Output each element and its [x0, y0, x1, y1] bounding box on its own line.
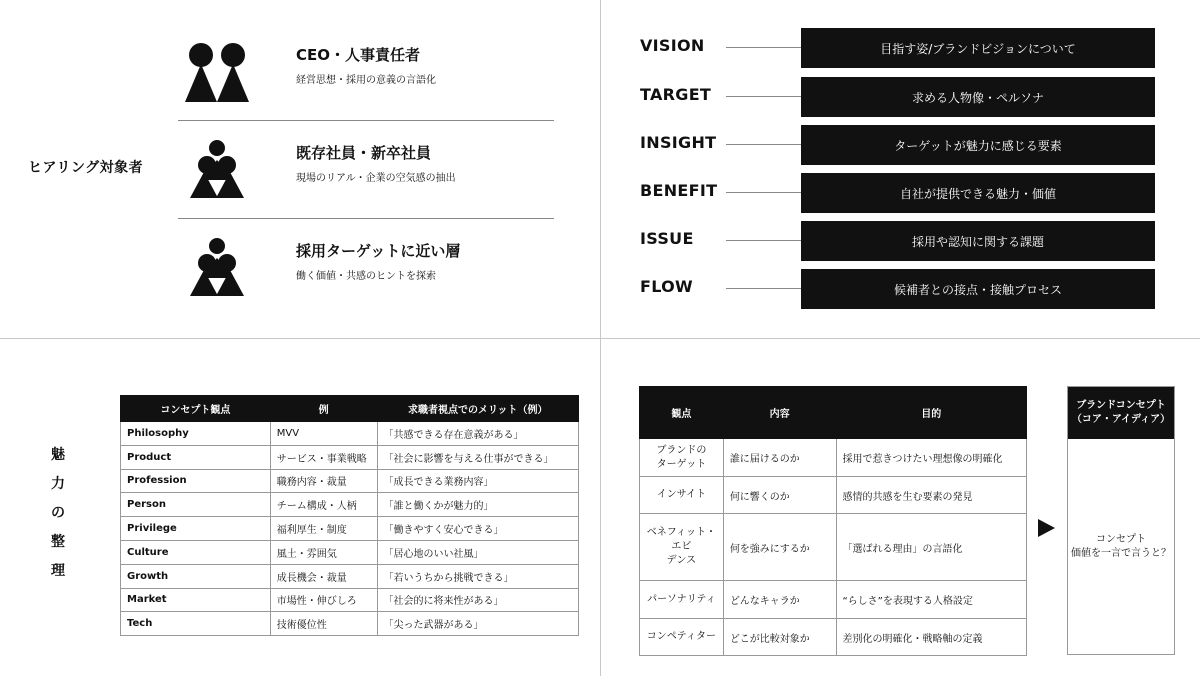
table-cell: 市場性・伸びしろ	[270, 588, 377, 612]
table-cell: “らしさ”を表現する人格設定	[836, 581, 1027, 619]
table-row	[121, 493, 579, 517]
table-cell: 差別化の明確化・戦略軸の定義	[836, 619, 1027, 656]
table-row	[121, 588, 579, 612]
brand-concept-body	[1068, 439, 1174, 654]
table-row	[640, 619, 1027, 656]
vertical-char: 力	[51, 476, 65, 492]
table-cell: Person	[121, 493, 271, 517]
appeal-table	[120, 395, 579, 636]
hearing-row-subtitle: 現場のリアル・企業の空気感の抽出	[296, 173, 456, 184]
brand-concept-title: ブランドコンセプト	[1076, 400, 1166, 411]
table-row	[121, 422, 579, 446]
vertical-char: 魅	[51, 447, 65, 463]
right-arrow-icon	[1038, 519, 1055, 537]
table-cell: Culture	[121, 540, 271, 564]
framework-key: BENEFIT	[640, 181, 718, 200]
connector-line	[726, 192, 802, 193]
table-cell: 「尖った武器がある」	[377, 612, 578, 636]
framework-row-vision	[640, 28, 1160, 68]
framework-key: ISSUE	[640, 229, 694, 248]
framework-row-benefit	[640, 173, 1160, 213]
table-cell: 感情的共感を生む要素の発見	[836, 477, 1027, 514]
table-row	[121, 445, 579, 469]
hearing-row-title: CEO・人事責任者	[296, 46, 421, 64]
table-cell: どこが比較対象か	[723, 619, 836, 656]
hearing-row-target-layer	[178, 218, 554, 316]
table-cell: どんなキャラか	[723, 581, 836, 619]
table-cell: 誰に届けるのか	[723, 439, 836, 477]
table-header-row	[121, 396, 579, 422]
table-row	[640, 514, 1027, 581]
table-cell: 「働きやすく安心できる」	[377, 517, 578, 541]
brand-concept-subtitle: （コア・アイディア）	[1071, 414, 1171, 425]
table-cell: 職務内容・裁量	[270, 469, 377, 493]
framework-key: TARGET	[640, 85, 712, 104]
framework-value-box: 候補者との接点・接触プロセス	[801, 269, 1155, 309]
table-row	[640, 439, 1027, 477]
column-header: 求職者視点でのメリット（例）	[377, 396, 578, 422]
table-cell: Privilege	[121, 517, 271, 541]
group-people-icon	[182, 238, 252, 298]
two-people-icon	[182, 42, 252, 102]
table-cell: 福利厚生・制度	[270, 517, 377, 541]
column-header: 目的	[836, 387, 1027, 439]
table-row	[121, 540, 579, 564]
table-cell: 採用で惹きつけたい理想像の明確化	[836, 439, 1027, 477]
table-cell: Market	[121, 588, 271, 612]
connector-line	[726, 47, 802, 48]
hearing-row-subtitle: 経営思想・採用の意義の言語化	[296, 75, 436, 86]
table-cell	[640, 619, 724, 656]
table-cell: 「居心地のいい社風」	[377, 540, 578, 564]
appeal-vertical-label	[50, 441, 66, 586]
group-people-icon	[182, 140, 252, 200]
brand-concept-body-line: コンセプト	[1096, 533, 1146, 545]
framework-row-target	[640, 77, 1160, 117]
framework-key: INSIGHT	[640, 133, 717, 152]
table-cell: Product	[121, 445, 271, 469]
table-cell	[640, 439, 724, 477]
table-cell: Philosophy	[121, 422, 271, 446]
table-cell: 「選ばれる理由」の言語化	[836, 514, 1027, 581]
hearing-row-subtitle: 働く価値・共感のヒントを探索	[296, 271, 436, 282]
cell-line: ブランドの	[656, 444, 707, 456]
framework-value-box: 自社が提供できる魅力・価値	[801, 173, 1155, 213]
brand-concept-header	[1068, 387, 1174, 439]
table-header-row	[640, 387, 1027, 439]
table-cell: 「社会に影響を与える仕事ができる」	[377, 445, 578, 469]
table-cell: 「成長できる業務内容」	[377, 469, 578, 493]
table-row	[121, 612, 579, 636]
hearing-targets-label: ヒアリング対象者	[28, 160, 144, 176]
table-cell	[640, 514, 724, 581]
table-cell: 何に響くのか	[723, 477, 836, 514]
connector-line	[726, 240, 802, 241]
cell-line: ターゲット	[656, 458, 707, 470]
brand-concept-body-line: 価値を一言で言うと？	[1071, 547, 1171, 559]
table-cell: Profession	[121, 469, 271, 493]
vertical-char: 整	[51, 534, 65, 550]
connector-line	[726, 144, 802, 145]
table-cell	[640, 477, 724, 514]
framework-row-insight	[640, 125, 1160, 165]
cell-line: コンペティター	[646, 631, 716, 642]
table-row	[121, 517, 579, 541]
column-header: 観点	[640, 387, 724, 439]
concept-table	[639, 386, 1027, 656]
table-cell	[640, 581, 724, 619]
cell-line: ベネフィット・エビ	[646, 527, 716, 552]
table-cell: Tech	[121, 612, 271, 636]
framework-value-box: 採用や認知に関する課題	[801, 221, 1155, 261]
table-cell: 「誰と働くかが魅力的」	[377, 493, 578, 517]
cell-line: インサイト	[656, 489, 707, 500]
vertical-char: の	[51, 505, 65, 521]
framework-row-flow	[640, 269, 1160, 309]
table-row	[121, 564, 579, 588]
table-cell: 「社会的に将来性がある」	[377, 588, 578, 612]
framework-row-issue	[640, 221, 1160, 261]
framework-key: VISION	[640, 36, 705, 55]
table-cell: サービス・事業戦略	[270, 445, 377, 469]
table-row	[640, 581, 1027, 619]
connector-line	[726, 96, 802, 97]
table-cell: MVV	[270, 422, 377, 446]
table-cell: Growth	[121, 564, 271, 588]
table-cell: チーム構成・人柄	[270, 493, 377, 517]
vertical-char: 理	[51, 563, 65, 579]
cell-line: パーソナリティ	[647, 593, 716, 605]
hearing-row-employees	[178, 120, 554, 218]
framework-value-box: 求める人物像・ペルソナ	[801, 77, 1155, 117]
cell-line: デンス	[666, 555, 697, 566]
hearing-row-title: 既存社員・新卒社員	[296, 144, 432, 162]
brand-concept-box	[1067, 386, 1175, 655]
hearing-row-executives	[178, 22, 554, 120]
table-cell: 成長機会・裁量	[270, 564, 377, 588]
table-cell: 何を強みにするか	[723, 514, 836, 581]
framework-value-box: 目指す姿/ブランドビジョンについて	[801, 28, 1155, 68]
hearing-row-title: 採用ターゲットに近い層	[296, 242, 461, 260]
framework-value-box: ターゲットが魅力に感じる要素	[801, 125, 1155, 165]
table-cell: 「若いうちから挑戦できる」	[377, 564, 578, 588]
connector-line	[726, 288, 802, 289]
table-row	[640, 477, 1027, 514]
column-header: 例	[270, 396, 377, 422]
quadrant-divider-horizontal	[0, 338, 1200, 339]
table-cell: 技術優位性	[270, 612, 377, 636]
table-cell: 「共感できる存在意義がある」	[377, 422, 578, 446]
framework-key: FLOW	[640, 277, 694, 296]
table-cell: 風土・雰囲気	[270, 540, 377, 564]
column-header: 内容	[723, 387, 836, 439]
column-header: コンセプト観点	[121, 396, 271, 422]
table-row	[121, 469, 579, 493]
